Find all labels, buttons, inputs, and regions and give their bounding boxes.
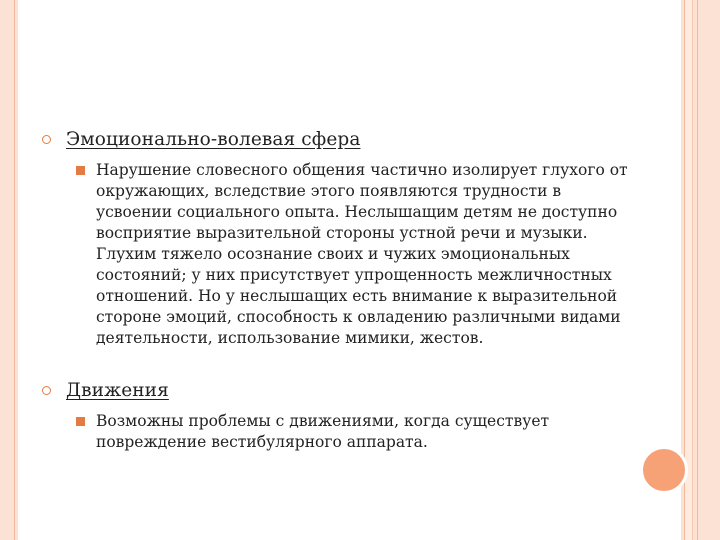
hollow-circle-bullet-icon: [42, 135, 51, 144]
section-text-movements: [40, 411, 630, 453]
filled-square-bullet-icon: [76, 417, 85, 426]
right-frame-line: [692, 0, 693, 540]
section-heading-movements: [40, 379, 630, 403]
hollow-circle-bullet-icon: [42, 386, 51, 395]
left-frame-decoration: [0, 0, 18, 540]
slide-content: [40, 128, 630, 453]
section-body-text: Возможны проблемы с движениями, когда существует повреждение вестибулярного аппарата.: [96, 412, 550, 451]
section-body-text: Нарушение словесного общения частично изолирует глухого от окружающих, вследствие этого появляются трудности в усвоении социального опыта. Неслышащим детям не доступно восприятие выразительной стороны устной речи и музыки. Глухим тяжело осознание своих и чужих эмоциональных состояний; у них присутствует упрощенность межличностных отношений. Но у неслышащих есть внимание к выразительной стороне эмоций, способность к овладению различными видами деятельности, использование мимики, жестов.: [96, 161, 628, 347]
section-heading-text: Движения: [66, 380, 169, 401]
section-text-emotional: [40, 160, 630, 349]
right-frame-line: [697, 0, 698, 540]
section-heading-emotional: [40, 128, 630, 152]
left-frame-line: [14, 0, 15, 540]
orange-circle-icon: [640, 446, 688, 494]
section-heading-text: Эмоционально-волевая сфера: [66, 129, 361, 150]
right-frame-inner-band: [685, 0, 692, 540]
filled-square-bullet-icon: [76, 166, 85, 175]
